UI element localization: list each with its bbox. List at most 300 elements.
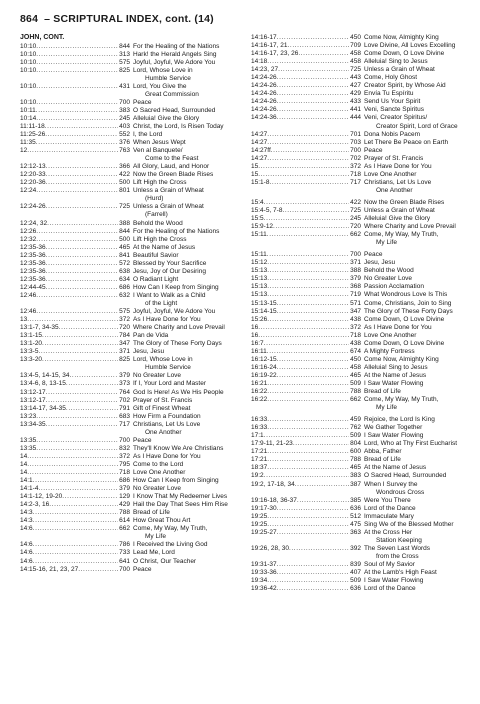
dot-leader bbox=[267, 396, 349, 412]
hymn-title: Christians, Let Us Love bbox=[364, 178, 432, 186]
hymn-title: At the Name of Jesus bbox=[364, 371, 427, 379]
hymn-title: All Glory, Laud, and Honor bbox=[133, 163, 210, 171]
hymn-title: God Is Here! As We His People bbox=[133, 388, 224, 396]
hymn-number: 458 bbox=[350, 50, 361, 58]
hymn-title-block bbox=[361, 356, 472, 364]
hymn-title-block bbox=[130, 163, 241, 171]
hymn-title-block bbox=[361, 372, 472, 380]
scripture-reference bbox=[20, 83, 130, 99]
scripture-reference bbox=[251, 50, 361, 58]
hymn-title: No Greater Love bbox=[133, 485, 182, 493]
hymn-number: 313 bbox=[119, 50, 130, 58]
verse-ref: 14:3 bbox=[20, 517, 33, 525]
hymn-title-block bbox=[361, 131, 472, 139]
scripture-reference bbox=[251, 472, 361, 480]
hymn-title-block bbox=[361, 58, 472, 66]
hymn-number: 636 bbox=[350, 585, 361, 593]
hymn-title: Beautiful Savior bbox=[133, 251, 179, 259]
hymn-title-block bbox=[130, 115, 241, 123]
verse-ref: 10:10 bbox=[20, 58, 37, 66]
verse-ref: 17:21 bbox=[251, 448, 268, 456]
index-columns bbox=[20, 34, 472, 593]
hymn-title-block bbox=[361, 34, 472, 42]
index-entry bbox=[251, 106, 472, 114]
hymn-title-continuation: My Life bbox=[376, 404, 397, 412]
index-entry bbox=[20, 509, 241, 517]
dot-leader bbox=[38, 348, 118, 356]
verse-ref: 16:22 bbox=[251, 388, 268, 396]
dot-leader bbox=[267, 380, 349, 388]
index-entry bbox=[20, 324, 241, 332]
scripture-reference bbox=[251, 106, 361, 114]
hymn-number: 500 bbox=[119, 179, 130, 187]
hymn-title-block bbox=[361, 42, 472, 50]
verse-ref: 15:4-5, 7-8 bbox=[251, 206, 283, 214]
hymn-title: Lift High the Cross bbox=[133, 179, 187, 187]
hymn-title-block bbox=[130, 413, 241, 421]
index-entry bbox=[20, 163, 241, 171]
scripture-reference bbox=[251, 155, 361, 163]
hymn-title-block bbox=[361, 199, 472, 207]
hymn-title-block bbox=[361, 396, 472, 412]
hymn-number: 431 bbox=[119, 82, 130, 90]
dot-leader bbox=[45, 123, 118, 131]
hymn-number: 387 bbox=[350, 480, 361, 488]
dot-leader bbox=[277, 569, 349, 577]
hymn-number: 129 bbox=[119, 493, 130, 501]
index-entry bbox=[251, 259, 472, 267]
verse-ref: 10:10 bbox=[20, 66, 37, 74]
hymn-title: The Glory of These Forty Days bbox=[133, 340, 222, 348]
hymn-title-block bbox=[130, 139, 241, 147]
hymn-title: O Sacred Head, Surrounded bbox=[364, 472, 447, 480]
scripture-reference bbox=[20, 517, 130, 525]
hymn-number: 458 bbox=[350, 363, 361, 371]
scripture-reference bbox=[20, 139, 130, 147]
hymn-title: Christians, Let Us Love bbox=[133, 420, 201, 428]
hymn-number: 832 bbox=[119, 444, 130, 452]
hymn-title-block bbox=[130, 501, 241, 509]
dot-leader bbox=[267, 456, 349, 464]
dot-leader bbox=[293, 440, 349, 448]
index-entry bbox=[251, 585, 472, 593]
scripture-reference bbox=[251, 464, 361, 472]
index-entry bbox=[251, 147, 472, 155]
dot-leader bbox=[36, 445, 118, 453]
hymn-title: Sing We of the Blessed Mother bbox=[364, 520, 454, 528]
scripture-reference bbox=[20, 324, 130, 332]
hymn-title-continuation: Creator Spirit, Lord of Grace bbox=[376, 122, 458, 130]
index-entry bbox=[251, 569, 472, 577]
dot-leader bbox=[277, 505, 349, 513]
dot-leader bbox=[27, 461, 118, 469]
hymn-number: 719 bbox=[350, 291, 361, 299]
hymn-title-block bbox=[361, 82, 472, 90]
verse-ref: 15:13 bbox=[251, 267, 268, 275]
index-entry bbox=[251, 308, 472, 316]
verse-ref: 18:37 bbox=[251, 464, 268, 472]
verse-ref: 13:23 bbox=[20, 412, 37, 420]
hymn-number: 465 bbox=[119, 243, 130, 251]
hymn-title: Prayer of St. Francis bbox=[133, 396, 193, 404]
hymn-title-block bbox=[361, 505, 472, 513]
index-entry bbox=[251, 440, 472, 448]
hymn-number: 700 bbox=[119, 565, 130, 573]
hymn-number: 450 bbox=[350, 34, 361, 41]
dot-leader bbox=[264, 340, 349, 348]
scripture-reference bbox=[20, 397, 130, 405]
verse-ref: 12:35-36 bbox=[20, 275, 46, 283]
verse-ref: 12:32 bbox=[20, 235, 37, 243]
index-entry bbox=[251, 348, 472, 356]
verse-ref: 16:11 bbox=[251, 347, 267, 355]
hymn-title: Bread of Life bbox=[364, 388, 401, 396]
hymn-title-block bbox=[130, 469, 241, 477]
hymn-title-block bbox=[130, 252, 241, 260]
hymn-title-block bbox=[361, 106, 472, 114]
hymn-title: The Seven Last Words bbox=[364, 544, 430, 552]
index-entry bbox=[251, 34, 472, 42]
hymn-number: 786 bbox=[119, 541, 130, 549]
index-entry bbox=[251, 472, 472, 480]
hymn-title-block bbox=[361, 424, 472, 432]
hymn-number: 388 bbox=[350, 267, 361, 275]
hymn-number: 429 bbox=[350, 90, 361, 98]
hymn-title: Alleluia! Sing to Jesus bbox=[364, 58, 428, 66]
scripture-reference bbox=[20, 59, 130, 67]
hymn-number: 372 bbox=[119, 452, 130, 460]
scripture-reference bbox=[20, 413, 130, 421]
index-entry bbox=[251, 98, 472, 106]
hymn-number: 509 bbox=[350, 432, 361, 440]
dot-leader bbox=[267, 348, 349, 356]
verse-ref: 12:26 bbox=[20, 227, 37, 235]
hymn-number: 500 bbox=[119, 235, 130, 243]
hymn-number: 475 bbox=[350, 520, 361, 528]
dot-leader bbox=[277, 74, 349, 82]
hymn-number: 686 bbox=[119, 283, 130, 291]
verse-ref: 12:24-26 bbox=[20, 203, 46, 211]
hymn-number: 825 bbox=[119, 66, 130, 74]
index-entry bbox=[251, 481, 472, 497]
hymn-title-block bbox=[130, 187, 241, 203]
index-entry bbox=[251, 74, 472, 82]
scripture-reference bbox=[251, 380, 361, 388]
hymn-title: Lord, Whose Love in bbox=[133, 356, 193, 364]
scripture-reference bbox=[251, 505, 361, 513]
verse-ref: 16 bbox=[251, 331, 259, 339]
index-entry bbox=[251, 66, 472, 74]
dot-leader bbox=[288, 42, 350, 50]
verse-ref: 10:10 bbox=[20, 82, 37, 90]
dot-leader bbox=[267, 275, 349, 283]
scripture-reference bbox=[251, 90, 361, 98]
hymn-title: Jesu, Jesu bbox=[364, 259, 396, 267]
hymn-number: 388 bbox=[119, 219, 130, 227]
hymn-title-block bbox=[361, 139, 472, 147]
hymn-title-block bbox=[361, 308, 472, 316]
scripture-reference bbox=[251, 569, 361, 577]
verse-ref: 14:6 bbox=[20, 549, 33, 557]
hymn-number: 372 bbox=[350, 323, 361, 331]
hymn-number: 459 bbox=[350, 416, 361, 424]
hymn-number: 662 bbox=[350, 396, 361, 404]
hymn-number: 347 bbox=[350, 307, 361, 315]
hymn-number: 718 bbox=[350, 331, 361, 339]
index-entry bbox=[251, 497, 472, 505]
hymn-title-block bbox=[361, 497, 472, 505]
scripture-reference bbox=[20, 493, 130, 501]
index-entry bbox=[251, 513, 472, 521]
index-entry bbox=[251, 388, 472, 396]
dot-leader bbox=[267, 291, 349, 299]
scripture-reference bbox=[20, 525, 130, 541]
dot-leader bbox=[47, 220, 118, 228]
hymn-title: Hail the Day That Sees Him Rise bbox=[133, 501, 228, 509]
scripture-reference bbox=[251, 497, 361, 505]
verse-ref: 14:24-26 bbox=[251, 90, 277, 98]
dot-leader bbox=[33, 525, 118, 541]
dot-leader bbox=[267, 251, 349, 259]
verse-ref: 12:35-36 bbox=[20, 243, 46, 251]
index-entry bbox=[251, 42, 472, 50]
index-entry bbox=[20, 461, 241, 469]
dot-leader bbox=[277, 356, 349, 364]
dot-leader bbox=[267, 259, 349, 267]
hymn-title: Now the Green Blade Rises bbox=[133, 171, 214, 179]
hymn-title-block bbox=[130, 99, 241, 107]
dot-leader bbox=[277, 114, 349, 130]
hymn-title: As I Have Done for You bbox=[133, 316, 201, 324]
scripture-reference bbox=[20, 147, 130, 163]
hymn-title: Prayer of St. Francis bbox=[364, 154, 424, 162]
hymn-number: 373 bbox=[119, 380, 130, 388]
scripture-reference bbox=[20, 389, 130, 397]
dot-leader bbox=[36, 99, 118, 107]
hymn-title-continuation: Humble Service bbox=[145, 74, 191, 82]
dot-leader bbox=[27, 147, 118, 163]
verse-ref: 12:35-36 bbox=[20, 259, 46, 267]
index-entry bbox=[20, 380, 241, 388]
verse-ref: 13 bbox=[20, 316, 28, 324]
scripture-reference bbox=[251, 283, 361, 291]
hymn-title-block bbox=[130, 51, 241, 59]
dot-leader bbox=[33, 509, 118, 517]
section-heading: JOHN, CONT. bbox=[20, 34, 65, 41]
hymn-number: 245 bbox=[119, 114, 130, 122]
hymn-number: 245 bbox=[350, 215, 361, 223]
dot-leader bbox=[277, 308, 349, 316]
hymn-title-block bbox=[361, 464, 472, 472]
scripture-reference bbox=[20, 421, 130, 437]
scripture-reference bbox=[20, 445, 130, 453]
verse-ref: 11:25-26 bbox=[20, 131, 46, 139]
index-entry bbox=[251, 207, 472, 215]
hymn-title-block bbox=[361, 432, 472, 440]
dot-leader bbox=[36, 236, 118, 244]
dot-leader bbox=[277, 364, 349, 372]
index-entry bbox=[20, 316, 241, 324]
dot-leader bbox=[36, 292, 118, 308]
verse-ref: 15:11 bbox=[251, 251, 267, 259]
hymn-title-continuation: of the Light bbox=[145, 300, 178, 307]
hymn-title-block bbox=[361, 207, 472, 215]
dot-leader bbox=[269, 179, 349, 195]
hymn-title-continuation: from the Cross bbox=[376, 552, 419, 560]
dot-leader bbox=[36, 308, 118, 316]
verse-ref: 16:7 bbox=[251, 339, 264, 347]
hymn-number: 825 bbox=[119, 356, 130, 364]
dot-leader bbox=[36, 107, 118, 115]
verse-ref: 11:11-18 bbox=[20, 122, 45, 130]
index-entry bbox=[20, 566, 241, 574]
index-entry bbox=[251, 267, 472, 275]
hymn-title: I Want to Walk as a Child bbox=[133, 291, 206, 299]
hymn-number: 379 bbox=[119, 372, 130, 380]
hymn-title: Unless a Grain of Wheat bbox=[364, 66, 435, 74]
index-entry bbox=[251, 448, 472, 456]
index-entry bbox=[251, 179, 472, 195]
hymn-title-continuation: One Another bbox=[376, 186, 413, 194]
index-entry bbox=[20, 252, 241, 260]
dot-leader bbox=[264, 472, 349, 480]
hymn-title: Peace bbox=[133, 98, 152, 106]
verse-ref: 15:1-8 bbox=[251, 178, 270, 186]
dot-leader bbox=[298, 50, 349, 58]
scripture-reference bbox=[251, 215, 361, 223]
dot-leader bbox=[46, 171, 118, 179]
hymn-title: Lift High the Cross bbox=[133, 235, 187, 243]
dot-leader bbox=[267, 388, 349, 396]
hymn-number: 509 bbox=[350, 577, 361, 585]
hymn-number: 674 bbox=[350, 347, 361, 355]
index-entry bbox=[251, 300, 472, 308]
hymn-title-block bbox=[130, 324, 241, 332]
scripture-reference bbox=[20, 380, 130, 388]
hymn-title: Blessed by Your Sacrifice bbox=[133, 259, 207, 267]
hymn-title: No Greater Love bbox=[133, 372, 182, 380]
hymn-title-block bbox=[130, 453, 241, 461]
index-entry bbox=[251, 50, 472, 58]
hymn-title-block bbox=[361, 275, 472, 283]
scripture-reference bbox=[20, 316, 130, 324]
hymn-title: When I Survey the bbox=[364, 480, 418, 488]
index-entry bbox=[20, 244, 241, 252]
dot-leader bbox=[66, 380, 118, 388]
hymn-number: 614 bbox=[119, 517, 130, 525]
index-entry bbox=[251, 291, 472, 299]
hymn-title: At the Cross Her bbox=[364, 528, 413, 536]
hymn-title: Soul of My Savior bbox=[364, 561, 415, 568]
hymn-title: Ven al Banquete/ bbox=[133, 147, 183, 155]
hymn-title: Were You There bbox=[364, 496, 411, 504]
scripture-reference bbox=[20, 566, 130, 574]
verse-ref: 14:3 bbox=[20, 509, 33, 517]
hymn-title: At the Name of Jesus bbox=[133, 243, 196, 251]
dot-leader bbox=[267, 131, 349, 139]
dot-leader bbox=[46, 260, 118, 268]
hymn-title-block bbox=[361, 388, 472, 396]
scripture-reference bbox=[251, 332, 361, 340]
index-entry bbox=[20, 549, 241, 557]
verse-ref: 19:25 bbox=[251, 512, 268, 520]
hymn-number: 443 bbox=[350, 74, 361, 82]
hymn-title: Where Charity and Love Prevail bbox=[133, 324, 225, 332]
hymn-title-block bbox=[130, 389, 241, 397]
scripture-reference bbox=[251, 585, 361, 593]
index-entry bbox=[251, 316, 472, 324]
index-entry bbox=[20, 501, 241, 509]
verse-ref: 12:20-33 bbox=[20, 171, 46, 179]
hymn-number: 725 bbox=[350, 206, 361, 214]
index-entry bbox=[20, 469, 241, 477]
verse-ref: 12:24, 32 bbox=[20, 219, 48, 227]
scripture-reference bbox=[20, 469, 130, 477]
hymn-title: Bread of Life bbox=[133, 509, 170, 517]
verse-ref: 17:1 bbox=[251, 432, 264, 440]
scripture-reference bbox=[251, 448, 361, 456]
hymn-title-continuation: My Life bbox=[145, 533, 166, 541]
index-entry bbox=[251, 456, 472, 464]
dot-leader bbox=[267, 139, 349, 147]
dot-leader bbox=[46, 389, 118, 397]
dot-leader bbox=[264, 215, 349, 223]
hymn-number: 788 bbox=[350, 388, 361, 396]
hymn-number: 450 bbox=[350, 355, 361, 363]
hymn-title: We Gather Together bbox=[364, 424, 423, 432]
hymn-number: 788 bbox=[350, 456, 361, 464]
hymn-number: 509 bbox=[350, 379, 361, 387]
index-entry bbox=[251, 396, 472, 412]
index-entry bbox=[251, 199, 472, 207]
verse-ref: 12:46 bbox=[20, 291, 37, 299]
hymn-title: Come Now, Almighty King bbox=[364, 355, 439, 363]
hymn-title-block bbox=[361, 521, 472, 529]
hymn-title-block bbox=[130, 405, 241, 413]
hymn-number: 702 bbox=[350, 154, 361, 162]
index-entry bbox=[251, 139, 472, 147]
hymn-title-block bbox=[361, 585, 472, 593]
hymn-title-block bbox=[130, 107, 241, 115]
dot-leader bbox=[277, 585, 349, 593]
hymn-title-block bbox=[130, 83, 241, 99]
hymn-title-block bbox=[361, 74, 472, 82]
hymn-title: Abba, Father bbox=[364, 448, 402, 456]
index-entry bbox=[20, 171, 241, 179]
verse-ref: 14:2-3, 16 bbox=[20, 501, 50, 509]
index-entry bbox=[251, 82, 472, 90]
verse-ref: 13:4-5, 14-15, 34 bbox=[20, 372, 70, 380]
verse-ref: 19:33-36 bbox=[251, 569, 277, 577]
hymn-title: Come Down, O Love Divine bbox=[364, 339, 445, 347]
hymn-title: At the Lamb's High Feast bbox=[364, 569, 437, 577]
verse-ref: 14:16-17, 23, 26 bbox=[251, 50, 299, 58]
verse-ref: 19:17-30 bbox=[251, 504, 277, 512]
dot-leader bbox=[297, 497, 349, 505]
hymn-number: 764 bbox=[119, 388, 130, 396]
hymn-number: 363 bbox=[350, 528, 361, 536]
scripture-reference bbox=[251, 66, 361, 74]
scripture-reference bbox=[251, 147, 361, 155]
hymn-title: At the Name of Jesus bbox=[364, 464, 427, 472]
hymn-number: 422 bbox=[119, 171, 130, 179]
hymn-number: 371 bbox=[119, 348, 130, 356]
hymn-title: Now the Green Blade Rises bbox=[364, 198, 445, 206]
hymn-title-block bbox=[130, 220, 241, 228]
hymn-number: 634 bbox=[119, 275, 130, 283]
dot-leader bbox=[36, 67, 118, 83]
dot-leader bbox=[273, 223, 349, 231]
